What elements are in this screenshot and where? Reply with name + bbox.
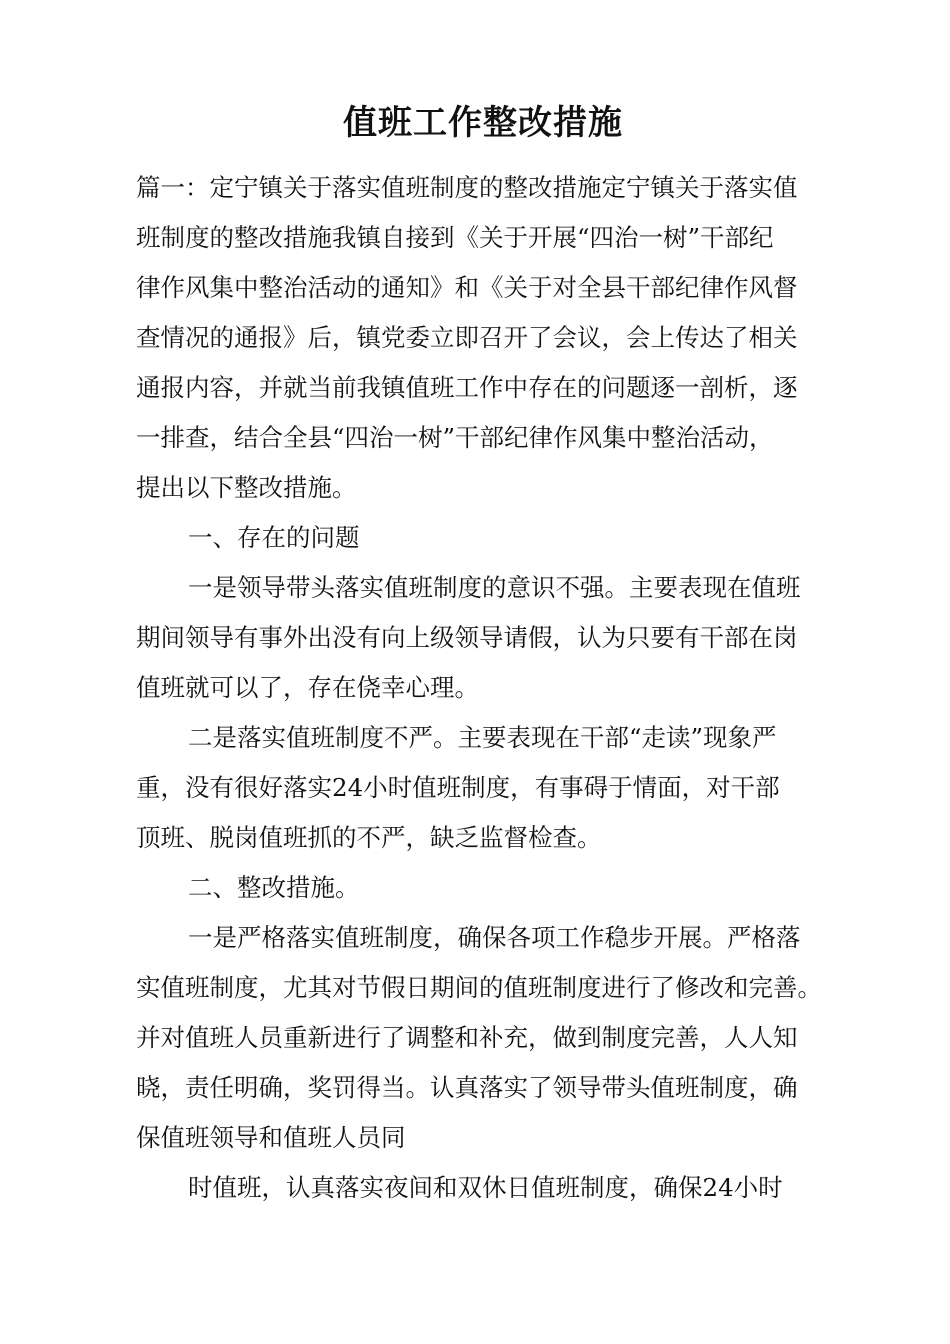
paragraph-line: 时值班，认真落实夜间和双休日值班制度，确保24小时 bbox=[188, 1173, 783, 1202]
paragraph-line: 一是领导带头落实值班制度的意识不强。主要表现在值班 bbox=[188, 573, 801, 602]
section-heading: 一、存在的问题 bbox=[188, 523, 360, 552]
paragraph-line: 篇一：定宁镇关于落实值班制度的整改措施定宁镇关于落实值 bbox=[136, 173, 798, 202]
paragraph-line: 二是落实值班制度不严。主要表现在干部“走读”现象严 bbox=[188, 723, 777, 752]
paragraph-line: 一是严格落实值班制度，确保各项工作稳步开展。严格落 bbox=[188, 923, 801, 952]
paragraph-line: 保值班领导和值班人员同 bbox=[136, 1123, 406, 1152]
paragraph-line: 顶班、脱岗值班抓的不严，缺乏监督检查。 bbox=[136, 823, 602, 852]
paragraph-line: 一排查，结合全县“四治一树”干部纪律作风集中整治活动， bbox=[136, 423, 774, 452]
paragraph-line: 值班就可以了，存在侥幸心理。 bbox=[136, 673, 479, 702]
document-title: 值班工作整改措施 bbox=[343, 103, 623, 143]
paragraph-line: 并对值班人员重新进行了调整和补充，做到制度完善，人人知 bbox=[136, 1023, 798, 1052]
paragraph-line: 晓，责任明确，奖罚得当。认真落实了领导带头值班制度，确 bbox=[136, 1073, 798, 1102]
paragraph-line: 通报内容，并就当前我镇值班工作中存在的问题逐一剖析，逐 bbox=[136, 373, 798, 402]
paragraph-line: 查情况的通报》后，镇党委立即召开了会议，会上传达了相关 bbox=[136, 323, 798, 352]
paragraph-line: 重，没有很好落实24小时值班制度，有事碍于情面，对干部 bbox=[136, 773, 780, 802]
paragraph-line: 律作风集中整治活动的通知》和《关于对全县干部纪律作风督 bbox=[136, 273, 798, 302]
section-heading: 二、整改措施。 bbox=[188, 873, 360, 902]
paragraph-line: 期间领导有事外出没有向上级领导请假，认为只要有干部在岗 bbox=[136, 623, 798, 652]
paragraph-line: 提出以下整改措施。 bbox=[136, 473, 357, 502]
paragraph-line: 实值班制度，尤其对节假日期间的值班制度进行了修改和完善。 bbox=[136, 973, 822, 1002]
paragraph-line: 班制度的整改措施我镇自接到《关于开展“四治一树”干部纪 bbox=[136, 223, 774, 252]
